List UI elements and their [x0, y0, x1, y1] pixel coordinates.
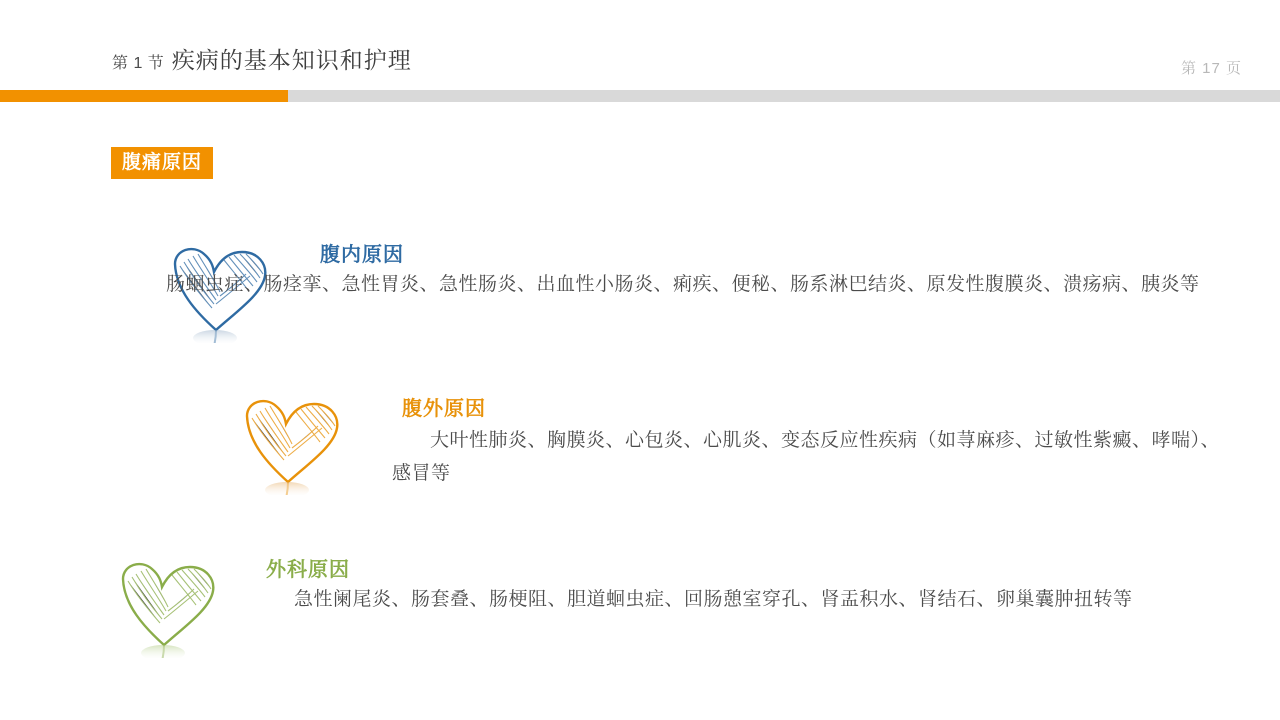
block-title: 腹内原因 [320, 244, 404, 266]
slide-header [0, 0, 1280, 92]
page-title [112, 42, 412, 75]
block-title: 外科原因 [266, 559, 350, 581]
section-tag: 腹痛原因 [111, 147, 213, 179]
block-body: 肠蛔虫症、肠痉挛、急性胃炎、急性肠炎、出血性小肠炎、痢疾、便秘、肠系淋巴结炎、原发性腹膜炎、溃疡病、胰炎等 [166, 274, 1200, 295]
block-body: 急性阑尾炎、肠套叠、肠梗阻、胆道蛔虫症、回肠憩室穿孔、肾盂积水、肾结石、卵巢囊肿扭转等 [294, 589, 1133, 610]
accent-bar-orange [0, 90, 288, 102]
heart-sketch-orange-icon [232, 390, 362, 495]
section-label: 第 1 节 [112, 55, 165, 72]
block-body: 大叶性肺炎、胸膜炎、心包炎、心肌炎、变态反应性疾病（如荨麻疹、过敏性紫癜、哮喘）、感冒等 [392, 430, 1221, 485]
page-number: 第 17 页 [1180, 60, 1242, 77]
block-title: 腹外原因 [402, 398, 486, 420]
accent-bar-grey [288, 90, 1280, 102]
heart-sketch-green-icon [108, 553, 238, 658]
title-text: 疾病的基本知识和护理 [171, 47, 412, 73]
